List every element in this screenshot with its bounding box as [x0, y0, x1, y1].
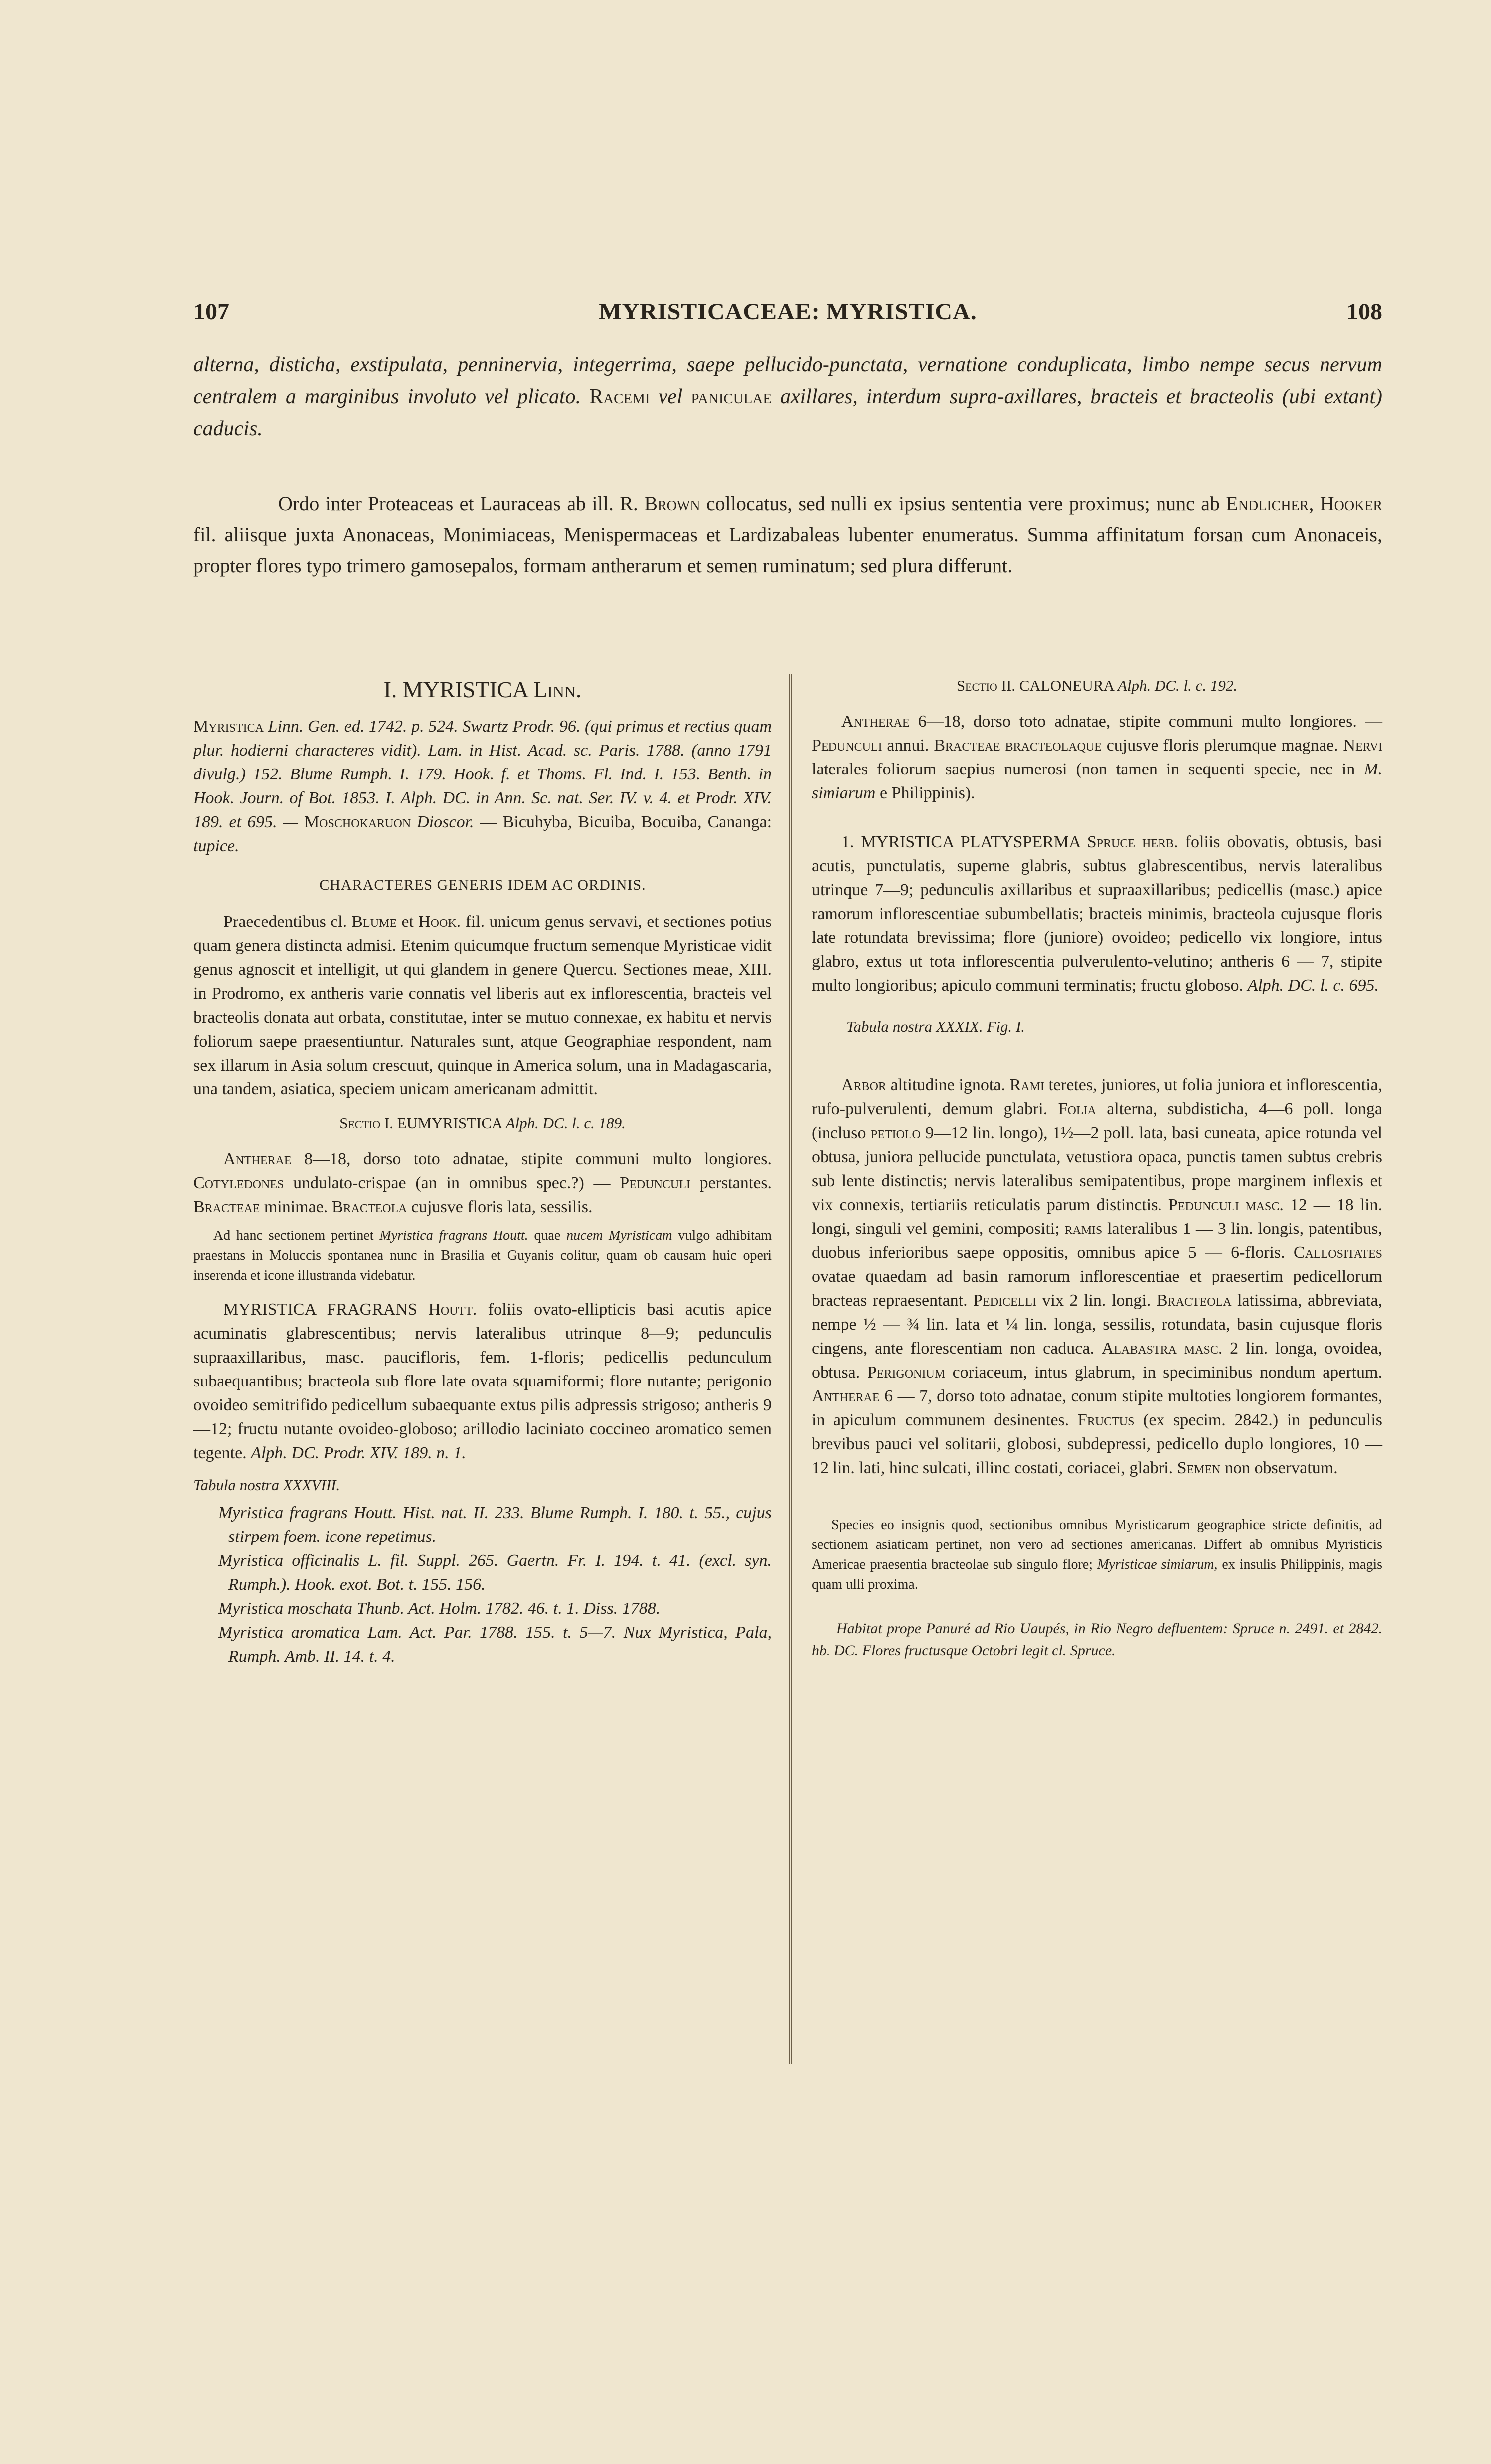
- genus-name: I. MYRISTICA: [383, 677, 528, 702]
- genus-ref-dioscor: Dioscor.: [417, 813, 474, 831]
- note-c: ex insulis Philippinis, magis quam ulli proxima.: [812, 1557, 1383, 1592]
- s1-bracteola: Bracteola: [331, 1198, 407, 1216]
- s2-antherae: Antherae: [841, 712, 910, 731]
- praecedentibus-paragraph: [193, 910, 772, 1101]
- tabula-39: Tabula nostra XXXIX. Fig. I.: [846, 1018, 1025, 1035]
- platysperma-description-long: [812, 1074, 1382, 1480]
- desc-m: (ex specim. 2842.) in pedunculis brevibus pauci vel solitarii, globosi, subdepressi, pedicello duplo longiores, 10 — 12 lin. lati, hinc sulcati, illinc costati, coriacei, glabri.: [812, 1411, 1383, 1477]
- note1-e: vulgo adhibitam praestans in Moluccis spontanea nunc in Brasilia et Guyanis colitur, quam ob causam huic operi inserenda et icone illustranda videbatur.: [193, 1228, 772, 1283]
- species-fragrans-ref: Alph. DC. Prodr. XIV. 189. n. 1.: [251, 1444, 466, 1462]
- genus-ref-name: Myristica: [193, 717, 264, 736]
- running-title: MYRISTICACEAE: MYRISTICA.: [599, 299, 977, 325]
- characters-heading: CHARACTERES GENERIS IDEM AC ORDINIS.: [319, 877, 646, 893]
- arbor: Arbor: [841, 1076, 886, 1094]
- intro-line-3a: vel: [658, 385, 683, 408]
- prae-text-c: fil. unicum genus servavi, et sectiones potius quam genera distincta admisi. Etenim quicumque fructum semenque Myristicae vidit genus agnoscit et intelligit, ut qui glandem in genere Quercu. Sectiones meae, XIII. in Prodromo, ex antheris varie connatis vel liberis aut ex inflorescentia, bracteis vel bracteolis donata aut orbata, constitutae, inter se mutuo connexae, ex habitu et nervis foliorum saepe praesentiuntur. Naturales sunt, atque Geographiae respondent, nam sex illarum in Asia solum crescuut, quinque in America solum, una in Madagascaria, una tandem, asiatica, speciem unicam americanam admittit.: [193, 913, 772, 1098]
- section-2-label: Sectio II.: [956, 677, 1015, 694]
- perigonium: Perigonium: [867, 1363, 946, 1382]
- semen: Semen: [1177, 1459, 1221, 1477]
- synonym-4: Myristica aromatica Lam. Act. Par. 1788. 155. t. 5—7. Nux Myristica, Pala, Rumph. Amb. II. 14. t. 4.: [218, 1623, 772, 1666]
- s2-nervi: Nervi: [1343, 736, 1383, 755]
- desc-i: latissima, abbreviata, nempe ½ — ¾ lin. lata et ¼ lin. longa, sessilis, rotundata, basin cujusque floris cingens, ante florescentiam non caduca.: [812, 1291, 1383, 1358]
- s1-pedunculi: Pedunculi: [620, 1174, 690, 1192]
- genus-author: Linn.: [533, 677, 582, 702]
- desc-c: alterna, subdisticha, 4—6 poll. longa (incluso: [812, 1100, 1383, 1142]
- s2-text-6: e Philippinis).: [879, 784, 975, 802]
- ordo-text-2: collocatus, sed nulli ex ipsius sententia vere proximus; nunc ab: [706, 492, 1220, 515]
- s1-text-2: undulato-crispae (an in omnibus spec.?) —: [293, 1174, 611, 1192]
- s2-text-1: 6—18, dorso toto adnatae, stipite communi multo longiores. —: [918, 712, 1383, 731]
- note-b: Myristicae simiarum,: [1097, 1557, 1218, 1572]
- alabastra: Alabastra masc.: [1101, 1339, 1223, 1358]
- desc-l: 6 — 7, dorso toto adnatae, conum stipite multoties longiorem formantes, in apiculum communem desinentes.: [812, 1387, 1383, 1429]
- species-fragrans-name: MYRISTICA FRAGRANS: [223, 1300, 417, 1319]
- intro-paniculae: paniculae: [691, 385, 772, 408]
- s2-text-2: annui.: [887, 736, 929, 755]
- page-number-left: 107: [193, 299, 229, 325]
- synonym-2: Myristica officinalis L. fil. Suppl. 265. Gaertn. Fr. I. 194. t. 41. (excl. syn. Rumph.). Hook. exot. Bot. t. 155. 156.: [218, 1551, 772, 1594]
- right-column: [812, 668, 1382, 1662]
- page-number-right: 108: [1346, 299, 1382, 325]
- genus-ref-moschokaruon: Moschokaruon: [304, 813, 411, 831]
- bracteola: Bracteola: [1156, 1291, 1232, 1310]
- tabula-38: Tabula nostra XXXVIII.: [193, 1476, 340, 1494]
- s1-text-3: perstantes.: [699, 1174, 772, 1192]
- section-1-label: Sectio I.: [339, 1114, 393, 1132]
- section-2-name: CALONEURA: [1019, 677, 1114, 694]
- species-platysperma-ref: Alph. DC. l. c. 695.: [1247, 976, 1379, 995]
- species-fragrans-description: foliis ovato-ellipticis basi acutis apice acuminatis glabrescentibus; nervis lateralibus utrinque 8—9; pedunculis supraaxillaribus, masc. paucifloris, fem. 1-floris; pedicellis pedunculum subaequantibus; bracteola sub flore late ovata squamiformi; flore nutante; perigonio ovoideo semitrifido pedicellum subaequante extus pilis adpressis strigoso; antheris 9—12; fructu nutante ovoideo-globoso; arillodio laciniato coccineo aromatico semen tegente.: [193, 1300, 772, 1462]
- desc-k: coriaceum, intus glabrum, in speciminibus nondum apertum.: [952, 1363, 1382, 1382]
- ordo-brown: Brown: [644, 492, 700, 515]
- section-1-heading: [193, 1111, 772, 1135]
- s1-text-4: minimae.: [264, 1198, 328, 1216]
- prae-blume: Blume: [351, 913, 397, 931]
- s2-text-4: laterales foliorum saepius numerosi (non tamen in sequenti specie, nec in: [812, 760, 1355, 778]
- pedicelli: Pedicelli: [973, 1291, 1037, 1310]
- intro-racemi: Racemi: [589, 385, 650, 408]
- ordo-text-4: fil. aliisque juxta Anonaceas, Monimiaceas, Menispermaceas et Lardizabaleas lubenter enumeratus. Summa affinitatum forsan cum Anonaceis, propter flores typo trimero gamosepalos, formam antherarum et semen ruminatum; sed plura differunt.: [193, 523, 1382, 577]
- genus-references: [193, 715, 772, 858]
- prae-hook: Hook.: [418, 913, 461, 931]
- genus-ref-text: Linn. Gen. ed. 1742. p. 524. Swartz Prodr. 96. (qui primus et rectius quam plur. hodierni characteres vidit). Lam. in Hist. Acad. sc. Paris. 1788. (anno 1791 divulg.) 152. Blume Rumph. I. 179. Hook. f. et Thoms. Fl. Ind. I. 153. Benth. in Hook. Journ. of Bot. 1853. I. Alph. DC. in Ann. Sc. nat. Ser. IV. v. 4. et Prodr. XIV. 189. et 695. —: [193, 717, 772, 831]
- section-1-ref: Alph. DC. l. c. 189.: [505, 1114, 626, 1132]
- ordo-hooker: Hooker: [1320, 492, 1383, 515]
- species-platysperma-author: Spruce herb.: [1087, 833, 1178, 851]
- folia: Folia: [1058, 1100, 1096, 1118]
- intro-line-1: alterna, disticha, exstipulata, penninervia, integerrima, saepe pellucido-punctata, vernatione: [193, 353, 1008, 376]
- section-2-description: [812, 710, 1382, 805]
- genus-title: [193, 678, 772, 702]
- genus-tupice: tupice.: [193, 837, 239, 855]
- s2-simiarum: M. simiarum: [812, 760, 1383, 802]
- species-platysperma-name: 1. MYRISTICA PLATYSPERMA: [841, 833, 1080, 851]
- petiolo: petiolo: [870, 1124, 921, 1142]
- species-platysperma: [812, 830, 1382, 998]
- desc-n: non observatum.: [1225, 1459, 1338, 1477]
- ordo-endlicher: Endlicher: [1226, 492, 1309, 515]
- note1-c: quae: [534, 1228, 561, 1243]
- species-fragrans: [193, 1298, 772, 1465]
- s1-text-1: 8—18, dorso toto adnatae, stipite communi multo longiores.: [304, 1150, 772, 1168]
- prae-text-b: et: [401, 913, 414, 931]
- synonym-1: Myristica fragrans Houtt. Hist. nat. II. 233. Blume Rumph. I. 180. t. 55., cujus stirpem foem. icone repetimus.: [218, 1504, 772, 1546]
- note1-d: nucem Myristicam: [566, 1228, 672, 1243]
- desc-g: ovatae quaedam ad basin ramorum inflorescentiae et praesertim pedicellorum bracteas repraesentant.: [812, 1267, 1382, 1310]
- s2-bracteae: Bracteae bracteolaque: [934, 736, 1102, 755]
- callositates: Callositates: [1293, 1243, 1382, 1262]
- pedunculi-masc: Pedunculi masc.: [1168, 1196, 1284, 1214]
- fructus: Fructus: [1077, 1411, 1135, 1429]
- species-platysperma-description: foliis obovatis, obtusis, basi acutis, punctulatis, superne glabris, subtus glabrescentibus, nervis lateralibus utrinque 7—9; pedunculis axillaribus et supraaxillaribus; pedicellis (masc.) apice ramorum inflorescentiae subumbellatis; bracteis minimis, bracteola cujusque floris late rotundata brevissima; flore (juniore) ovoideo; pedicello vix longiore, intus glabro, extus ut tota inflorescentia pulverulento-velutino; antheris 6 — 7, stipite multo longioribus; apiculo communi terminatis; fructu globoso.: [812, 833, 1382, 995]
- left-column: [193, 668, 772, 1669]
- antherae: Antherae: [812, 1387, 880, 1405]
- desc-j: 2 lin. longa, ovoidea, obtusa.: [812, 1339, 1383, 1382]
- s2-pedunculi: Pedunculi: [812, 736, 882, 755]
- section-1-description: [193, 1147, 772, 1219]
- ordo-text-1: Ordo inter Proteaceas et Lauraceas ab ill. R.: [278, 492, 638, 515]
- rami: Rami: [1009, 1076, 1044, 1094]
- desc-a: altitudine ignota.: [890, 1076, 1005, 1094]
- species-fragrans-author: Houtt.: [428, 1300, 477, 1319]
- synonym-3: Myristica moschata Thunb. Act. Holm. 1782. 46. t. 1. Diss. 1788.: [218, 1599, 661, 1618]
- ordo-comma: ,: [1309, 492, 1314, 515]
- section-1-note: [193, 1226, 772, 1286]
- s1-text-5: cujusve floris lata, sessilis.: [411, 1198, 593, 1216]
- s2-text-3: cujusve floris plerumque magnae.: [1106, 736, 1338, 755]
- s1-bracteae: Bracteae: [193, 1198, 260, 1216]
- ordo-paragraph: [193, 488, 1382, 581]
- habitat: Habitat prope Panuré ad Rio Uaupés, in Rio Negro defluentem: Spruce n. 2491. et 2842. hb. DC. Flores fructusque Octobri legit cl. Spruce.: [812, 1620, 1382, 1659]
- section-2-ref: Alph. DC. l. c. 192.: [1117, 677, 1238, 694]
- section-2-heading: [812, 674, 1382, 698]
- section-1-name: EUMYRISTICA: [397, 1114, 502, 1132]
- desc-e: 12 — 18 lin. longi, singuli vel gemini, compositi;: [812, 1196, 1383, 1238]
- prae-text-a: Praecedentibus cl.: [223, 913, 347, 931]
- platysperma-note: [812, 1515, 1382, 1595]
- column-divider: [789, 674, 792, 2064]
- desc-d: 9—12 lin. longo), 1½—2 poll. lata, basi cuneata, apice rotunda vel obtusa, juniora pellucide punctulata, vetustiora opaca, punctis tamen subtus crebris sub lente distinctis; nervis lateralibus semipatentibus, prope marginem inflexis et vix connexis, tertiariis reticulatis parum distinctis.: [812, 1124, 1383, 1214]
- s1-cotyledones: Cotyledones: [193, 1174, 284, 1192]
- note1-a: Ad hanc sectionem pertinet: [213, 1228, 374, 1243]
- intro-paragraph: [193, 349, 1382, 445]
- note1-b: Myristica fragrans Houtt.: [379, 1228, 528, 1243]
- desc-h: vix 2 lin. longi.: [1042, 1291, 1151, 1310]
- desc-b: teretes, juniores, ut folia juniora et inflorescentia, rufo-pulverulenti, demum glabri.: [812, 1076, 1383, 1118]
- intro-line-2a: conduplicata, limbo nempe secus nervum centralem a marginibus involuto vel plicato.: [193, 353, 1383, 408]
- s1-antherae: Antherae: [223, 1150, 292, 1168]
- genus-vernacular: — Bicuhyba, Bicuiba, Bocuiba, Cananga:: [480, 813, 772, 831]
- ramis: ramis: [1064, 1220, 1103, 1238]
- desc-f: lateralibus 1 — 3 lin. longis, patentibus, duobus inferioribus saepe oppositis, omnibus apice 5 — 6-floris.: [812, 1220, 1383, 1262]
- page-header: [193, 298, 1382, 333]
- note-a: Species eo insignis quod, sectionibus omnibus Myristicarum geographice stricte definitis, ad sectionem asiaticam pertinet, non vero ad sectiones americanas. Differt ab omnibus Myristicis Americae praesentia bracteolae sub singulo flore;: [812, 1517, 1382, 1572]
- intro-line-3c: axillares, interdum supra-axillares, bracteis et bracteolis (ubi extant) caducis.: [193, 385, 1383, 440]
